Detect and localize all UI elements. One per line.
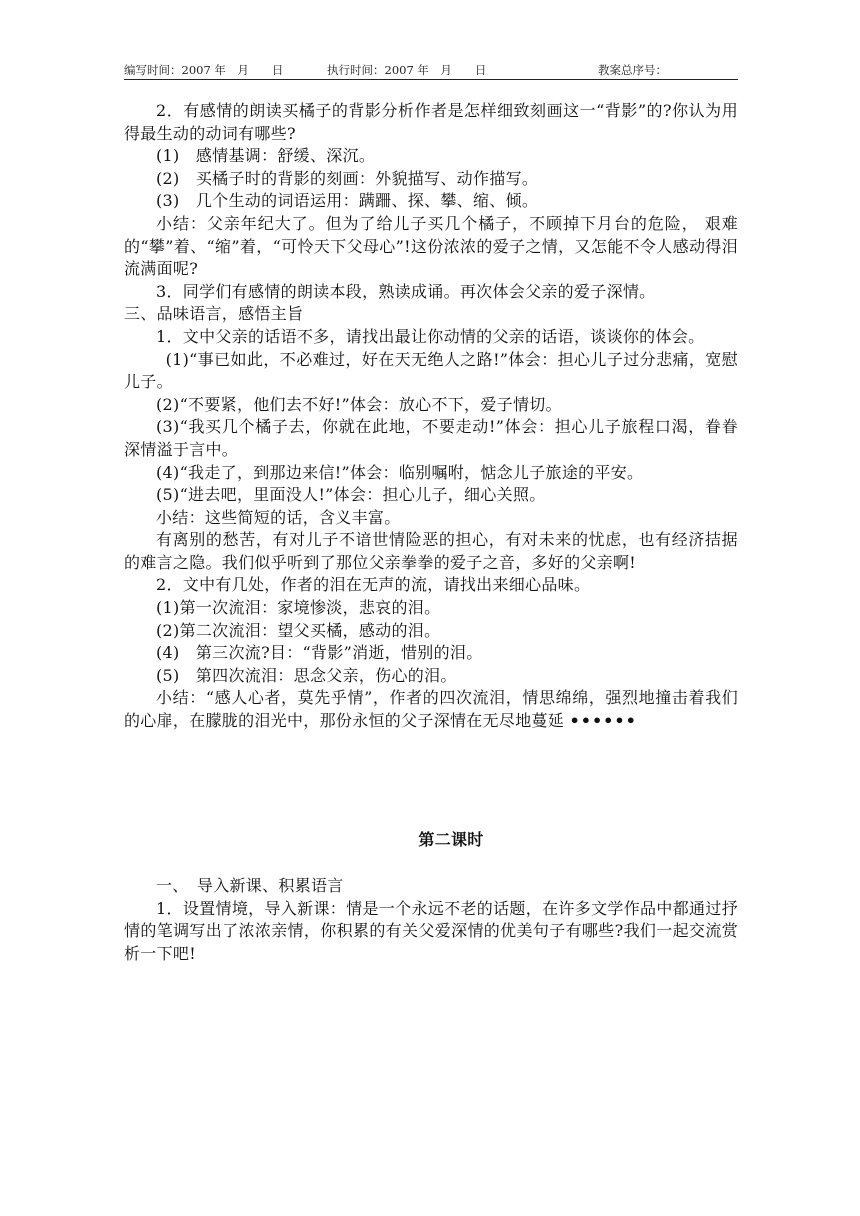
paragraph: 1．文中父亲的话语不多，请找出最让你动情的父亲的话语，谈谈你的体会。 xyxy=(156,326,705,346)
paragraph: (4) 第三次流?目：“背影”消逝，惜别的泪。 xyxy=(156,643,483,663)
section-heading: 一、 导入新课、积累语言 xyxy=(156,876,344,896)
spacer xyxy=(124,733,738,829)
write-time: 编写时间：2007 年 月 日 xyxy=(124,63,284,77)
lesson-serial-number: 教案总序号： xyxy=(598,63,667,77)
paragraph: 1．设置情境，导入新课：情是一个永远不老的话题，在许多文学作品中都通过抒情的笔调写出了浓浓亲情，你积累的有关父爱深情的优美句子有哪些?我们一起交流赏析一下吧! xyxy=(124,898,738,963)
paragraph: (1) 感情基调：舒缓、深沉。 xyxy=(156,146,376,166)
paragraph: 2．有感情的朗读买橘子的背影分析作者是怎样细致刻画这一“背影”的?你认为用得最生动的动词有哪些? xyxy=(124,101,738,143)
paragraph: (4)“我走了，到那边来信!”体会：临别嘱咐，惦念儿子旅途的平安。 xyxy=(156,462,644,482)
paragraph: (5) 第四次流泪：思念父亲，伤心的泪。 xyxy=(156,665,457,685)
paragraph: (3) 几个生动的词语运用：蹒跚、探、攀、缩、倾。 xyxy=(156,191,539,211)
paragraph: 3．同学们有感情的朗读本段，熟读成诵。再次体会父亲的爱子深情。 xyxy=(156,281,656,301)
exec-time: 执行时间：2007 年 月 日 xyxy=(327,63,487,77)
paragraph: (3)“我买几个橘子去，你就在此地，不要走动!”体会：担心儿子旅程口渴，眷眷深情溢于言中。 xyxy=(124,417,738,459)
paragraph: 2．文中有几处，作者的泪在无声的流，请找出来细心品味。 xyxy=(156,575,591,595)
paragraph: (2)第二次流泪：望父买橘，感动的泪。 xyxy=(156,620,441,640)
paragraph: (5)“进去吧，里面没人!”体会：担心儿子，细心关照。 xyxy=(156,485,546,505)
section-title: 第二课时 xyxy=(418,829,484,849)
paragraph: (2)“不要紧，他们去不好!”体会：放心不下，爱子情切。 xyxy=(156,394,562,414)
section-heading: 三、品味语言，感悟主旨 xyxy=(124,304,304,324)
paragraph: (1)第一次流泪：家境惨淡，悲哀的泪。 xyxy=(156,598,441,618)
paragraph: 小结：这些简短的话，含义丰富。 xyxy=(156,507,401,527)
page-header xyxy=(124,62,738,80)
paragraph xyxy=(124,687,738,732)
paragraph: (1)“事已如此，不必难过，好在天无绝人之路!”体会：担心儿子过分悲痛，宽慰儿子。 xyxy=(124,349,738,392)
paragraph: 小结：父亲年纪大了。但为了给儿子买几个橘子，不顾掉下月台的危险， 艰难的“攀”着、“缩”着，“可怜天下父母心”!这份浓浓的爱子之情，又怎能不令人感动得泪流满面呢? xyxy=(124,213,738,279)
paragraph: (2) 买橘子时的背影的刻画：外貌描写、动作描写。 xyxy=(156,168,539,188)
ellipsis-dots: •••••• xyxy=(569,711,637,731)
paragraph: 有离别的愁苦，有对儿子不谙世情险恶的担心，有对未来的忧虑，也有经济拮据的难言之隐。我们似乎听到了那位父亲拳拳的爱子之音，多好的父亲啊! xyxy=(124,530,738,572)
document-body xyxy=(124,100,738,966)
paragraph-text: 小结：“感人心者，莫先乎情”，作者的四次流泪，情思绵绵，强烈地撞击着我们的心扉，在朦胧的泪光中，那份永恒的父子深情在无尽地蔓延 xyxy=(124,688,738,731)
header-divider xyxy=(124,79,738,80)
